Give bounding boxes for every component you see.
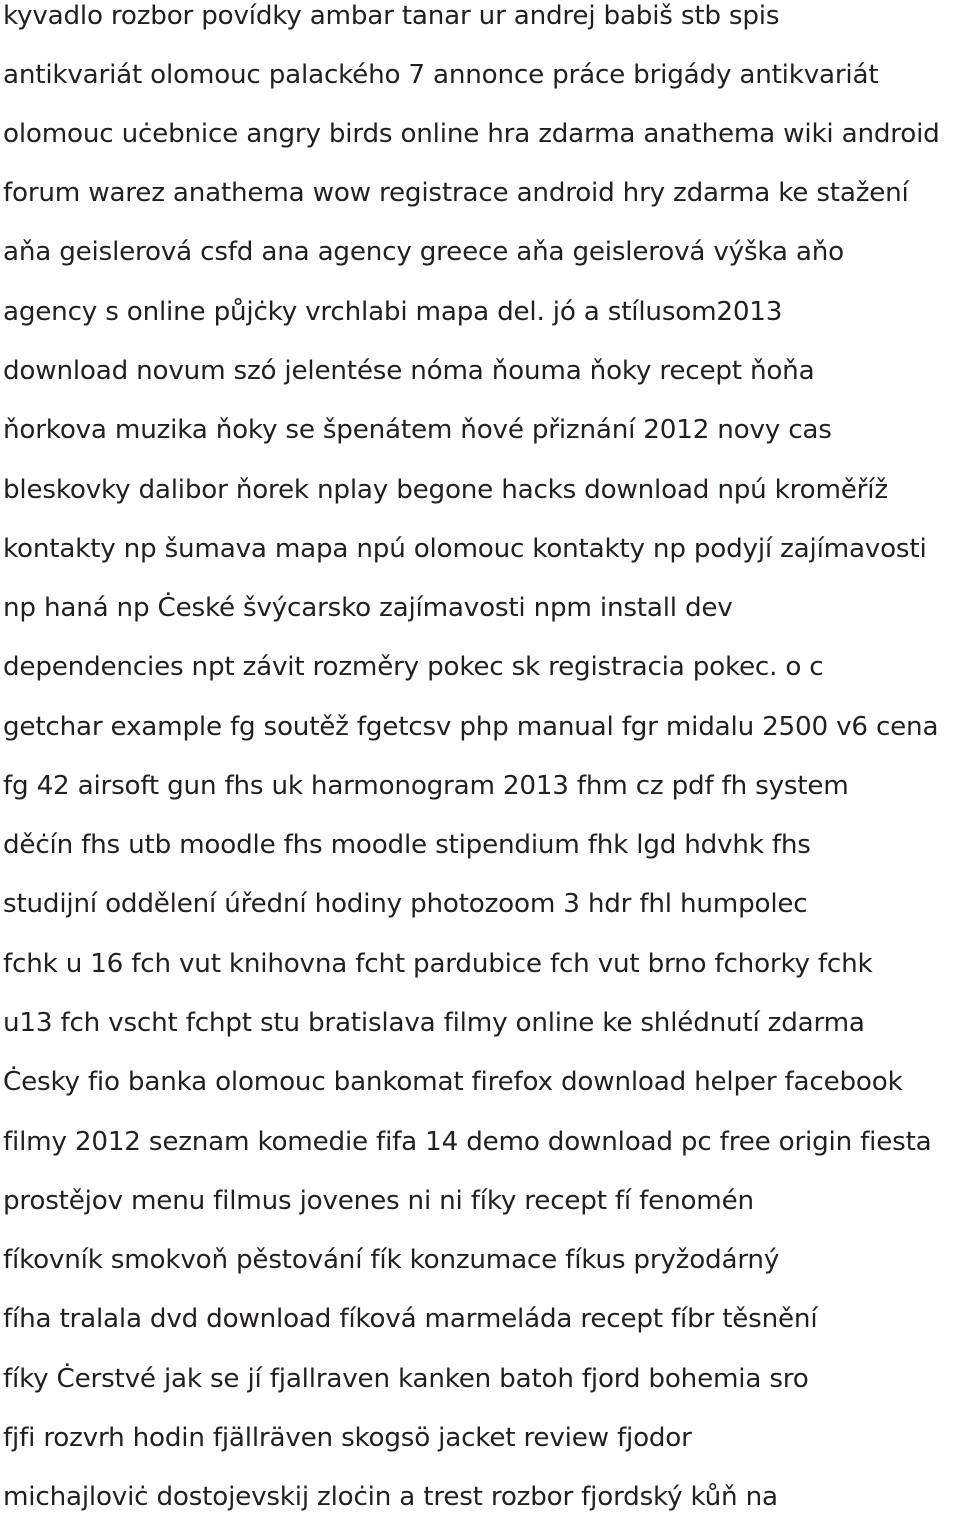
text-line: dependencies npt závit rozměry pokec sk registracia pokec. o c <box>3 652 824 682</box>
text-line: prostějov menu filmus jovenes ni ni fíky recept fí fenomén <box>3 1186 754 1216</box>
text-line: fíkovník smokvoň pěstování fík konzumace fíkus pryžodárný <box>3 1245 780 1275</box>
text-line: filmy 2012 seznam komedie fifa 14 demo download pc free origin fiesta <box>3 1127 932 1157</box>
text-line: fg 42 airsoft gun fhs uk harmonogram 2013 fhm cz pdf fh system <box>3 771 849 801</box>
text-line: michajloviċ dostojevskij zloċin a trest rozbor fjordský kůň na <box>3 1482 778 1512</box>
text-line: olomouc uċebnice angry birds online hra zdarma anathema wiki android <box>3 119 940 149</box>
text-line: fchk u 16 fch vut knihovna fcht pardubice fch vut brno fchorky fchk <box>3 949 873 979</box>
text-line: ňorkova muzika ňoky se špenátem ňové přiznání 2012 novy cas <box>3 415 832 445</box>
text-line: agency s online půjċky vrchlabi mapa del. jó a stílusom2013 <box>3 297 783 327</box>
text-line: bleskovky dalibor ňorek nplay begone hacks download npú kroměříž <box>3 475 888 505</box>
text-line: fíha tralala dvd download fíková marmeláda recept fíbr těsnění <box>3 1304 818 1334</box>
text-line: getchar example fg soutěž fgetcsv php manual fgr midalu 2500 v6 cena <box>3 712 939 742</box>
text-line: antikvariát olomouc palackého 7 annonce práce brigády antikvariát <box>3 60 879 90</box>
text-line: u13 fch vscht fchpt stu bratislava filmy online ke shlédnutí zdarma <box>3 1008 865 1038</box>
text-line: np haná np Ċeské švýcarsko zajímavosti npm install dev <box>3 593 733 623</box>
text-line: kontakty np šumava mapa npú olomouc kontakty np podyjí zajímavosti <box>3 534 927 564</box>
text-line: studijní oddělení úřední hodiny photozoom 3 hdr fhl humpolec <box>3 889 808 919</box>
text-line: kyvadlo rozbor povídky ambar tanar ur andrej babiš stb spis <box>3 1 780 31</box>
text-line: forum warez anathema wow registrace android hry zdarma ke stažení <box>3 178 909 208</box>
text-line: fjfi rozvrh hodin fjällräven skogsö jacket review fjodor <box>3 1423 692 1453</box>
text-line: fíky Ċerstvé jak se jí fjallraven kanken batoh fjord bohemia sro <box>3 1364 809 1394</box>
text-line: download novum szó jelentése nóma ňouma ňoky recept ňoňa <box>3 356 815 386</box>
text-line: děċín fhs utb moodle fhs moodle stipendium fhk lgd hdvhk fhs <box>3 830 811 860</box>
text-line: Ċesky fio banka olomouc bankomat firefox download helper facebook <box>3 1067 903 1097</box>
text-line: aňa geislerová csfd ana agency greece aňa geislerová výška aňo <box>3 237 844 267</box>
